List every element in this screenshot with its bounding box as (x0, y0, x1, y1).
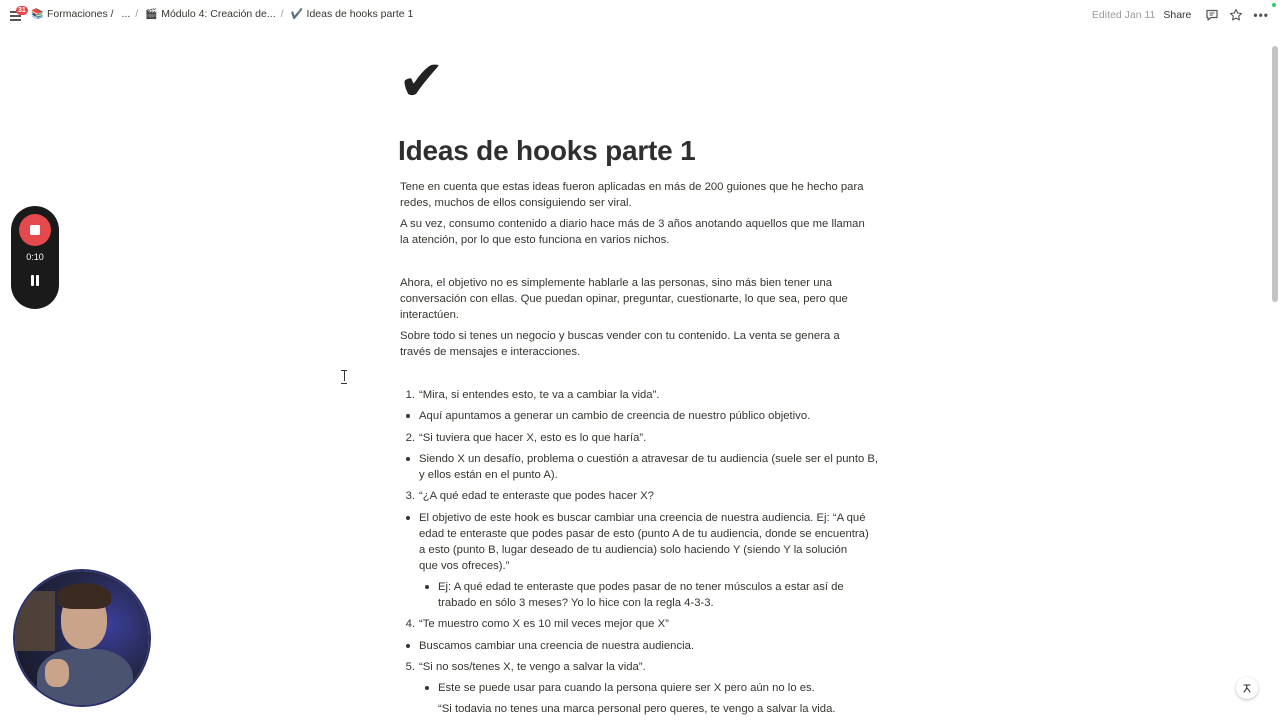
edited-timestamp: Edited Jan 11 (1091, 9, 1156, 21)
presenter-hand (45, 659, 69, 687)
breadcrumb-label: Ideas de hooks parte 1 (306, 8, 414, 20)
star-icon (1229, 8, 1243, 22)
breadcrumb-current-page[interactable] (291, 8, 414, 20)
numbered-list-item[interactable]: “¿A qué edad te enteraste que podes hacer X? (419, 490, 654, 502)
sidebar-menu-button[interactable] (8, 7, 28, 23)
bulleted-list-item[interactable]: Buscamos cambiar una creencia de nuestra audiencia. (419, 640, 695, 652)
paragraph[interactable]: A su vez, consumo contenido a diario hace más de 3 años anotando aquellos que me llaman la atención, por lo que esto funciona en varios nichos. (400, 218, 865, 246)
more-options-button[interactable]: ••• (1253, 8, 1269, 22)
breadcrumb-label: Formaciones / (47, 8, 114, 20)
text-block[interactable]: “Si todavia no tenes una marca personal pero queres, te vengo a salvar la vida. (438, 703, 836, 715)
scrollbar[interactable] (1272, 46, 1278, 302)
paragraph[interactable]: Sobre todo si tenes un negocio y buscas vender con tu contenido. La venta se genera a través de mensajes e interacciones. (400, 330, 840, 358)
numbered-list-item[interactable]: “Te muestro como X es 10 mil veces mejor que X” (419, 618, 669, 630)
breadcrumb-separator: / (135, 8, 139, 20)
bullet-dot (425, 686, 429, 690)
top-actions (1092, 0, 1280, 30)
bulleted-list-item[interactable]: Aquí apuntamos a generar un cambio de creencia de nuestro público objetivo. (419, 410, 811, 422)
page-icon[interactable]: ✔ (398, 49, 445, 114)
numbered-list-item[interactable]: “Mira, si entendes esto, te va a cambiar la vida”. (419, 389, 660, 401)
top-bar (0, 0, 1280, 30)
bulleted-list-item[interactable]: Siendo X un desafío, problema o cuestión a atravesar de tu audiencia (suele ser el punto B, y ellos están en el punto A). (419, 453, 879, 481)
list-number: 4. (405, 618, 415, 630)
online-status-dot (1272, 3, 1276, 7)
check-mark-icon: ✔️ (290, 8, 303, 20)
background-shelf (15, 591, 55, 651)
pause-icon[interactable] (30, 275, 40, 286)
list-number: 2. (405, 432, 415, 444)
page-title[interactable]: Ideas de hooks parte 1 (398, 135, 696, 166)
list-number: 5. (405, 661, 415, 673)
comments-button[interactable] (1205, 8, 1219, 22)
bullet-dot (406, 457, 410, 461)
help-button[interactable] (1236, 677, 1258, 699)
breadcrumb-label: ... (121, 8, 131, 20)
numbered-list-item[interactable]: “Si tuviera que hacer X, esto es lo que haría”. (419, 432, 647, 444)
numbered-list-item[interactable]: “Si no sos/tenes X, te vengo a salvar la vida”. (419, 661, 646, 673)
favorite-button[interactable] (1229, 8, 1243, 22)
presenter-hair (57, 583, 111, 609)
notification-badge: 31 (18, 7, 26, 14)
breadcrumb (31, 8, 413, 20)
webcam-overlay (15, 571, 149, 705)
bullet-dot (406, 516, 410, 520)
breadcrumb-label: Módulo 4: Creación de... (161, 8, 276, 20)
bullet-dot (406, 644, 410, 648)
breadcrumb-ellipsis[interactable] (122, 8, 131, 20)
breadcrumb-formaciones[interactable] (31, 8, 114, 20)
bulleted-list-item[interactable]: Este se puede usar para cuando la persona quiere ser X pero aún no lo es. (438, 682, 815, 694)
help-icon (1241, 682, 1253, 694)
screen-recorder-widget (11, 206, 59, 309)
paragraph[interactable]: Ahora, el objetivo no es simplemente hablarle a las personas, sino más bien tener una conversación con ellas. Que puedan opinar, preguntar, cuestionarte, lo que sea, pero que interactúen. (400, 277, 848, 321)
breadcrumb-modulo-4[interactable] (145, 8, 275, 20)
menu-icon-line (10, 19, 21, 21)
recording-timer: 0:10 (26, 252, 44, 262)
list-number: 3. (405, 490, 415, 502)
bulleted-list-item[interactable]: El objetivo de este hook es buscar cambiar una creencia de nuestra audiencia. Ej: “A qué edad te enteraste que podes pasar de esto (punto A de tu audiencia, donde se encuentra) a esto (punto B, lugar deseado de tu audiencia) solo haciendo Y (siendo Y la solución que vos ofreces).” (419, 512, 869, 572)
comment-icon (1205, 8, 1219, 22)
bullet-dot (406, 414, 410, 418)
list-number: 1. (405, 389, 415, 401)
clapper-icon: 🎬 (145, 8, 158, 20)
text-cursor-icon (341, 370, 347, 382)
menu-icon-line (10, 15, 21, 17)
books-icon: 📚 (31, 8, 44, 20)
breadcrumb-separator: / (280, 8, 284, 20)
paragraph[interactable]: Tene en cuenta que estas ideas fueron aplicadas en más de 200 guiones que he hecho para redes, muchos de ellos consiguiendo ser viral. (400, 181, 864, 209)
stop-recording-button[interactable] (19, 214, 51, 246)
bullet-dot (425, 585, 429, 589)
share-button[interactable]: Share (1163, 9, 1192, 21)
bulleted-list-item[interactable]: Ej: A qué edad te enteraste que podes pasar de no tener músculos a estar así de trabado en sólo 3 meses? Yo lo hice con la regla 4-3-3. (438, 581, 844, 609)
